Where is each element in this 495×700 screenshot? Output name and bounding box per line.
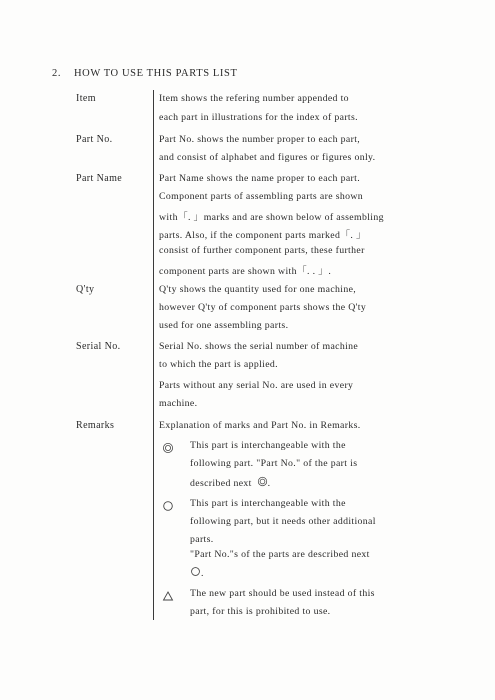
label-part-no: Part No.	[76, 134, 113, 145]
double-circle-icon	[257, 476, 268, 490]
part-name-desc-line: consist of further component parts, these further	[159, 245, 365, 256]
item-desc-line: each part in illustrations for the index of parts.	[159, 112, 358, 123]
circle-icon	[190, 566, 201, 580]
label-part-name: Part Name	[76, 173, 123, 184]
part-name-desc-line: parts. Also, if the component parts marked「. 」	[159, 230, 367, 241]
part-no-desc-line: and consist of alphabet and figures or figures only.	[159, 152, 376, 163]
label-serial-no: Serial No.	[76, 341, 121, 352]
remarks-double-circle-line-last: described next .	[190, 478, 271, 489]
part-no-desc-line: Part No. shows the number proper to each part,	[159, 134, 361, 145]
remarks-triangle-line: The new part should be used instead of this	[190, 588, 375, 599]
double-circle-icon	[162, 442, 174, 454]
remarks-circle-line-last: .	[190, 566, 204, 580]
remarks-triangle-line: part, for this is prohibited to use.	[190, 606, 331, 617]
section-title: HOW TO USE THIS PARTS LIST	[74, 68, 238, 79]
triangle-icon	[162, 590, 174, 602]
part-name-desc-line: component parts are shown with「. . 」.	[159, 266, 332, 277]
serial-no-desc-line: machine.	[159, 398, 198, 409]
qty-desc-line: however Q'ty of component parts shows the Q'ty	[159, 302, 367, 313]
remarks-circle-line: "Part No."s of the parts are described next	[190, 549, 370, 560]
column-divider	[153, 90, 154, 620]
label-item: Item	[76, 93, 96, 104]
circle-icon	[162, 500, 174, 512]
part-name-desc-line: Part Name shows the name proper to each part.	[159, 173, 361, 184]
label-qty: Q'ty	[76, 284, 95, 295]
serial-no-desc-line: Parts without any serial No. are used in every	[159, 380, 354, 391]
remarks-circle-line: parts.	[190, 534, 214, 545]
section-number: 2.	[52, 68, 62, 79]
label-remarks: Remarks	[76, 420, 115, 431]
remarks-intro: Explanation of marks and Part No. in Remarks.	[159, 420, 361, 431]
item-desc-line: Item shows the refering number appended to	[159, 93, 349, 104]
qty-desc-line: used for one assembling parts.	[159, 320, 289, 331]
qty-desc-line: Q'ty shows the quantity used for one machine,	[159, 284, 357, 295]
part-name-desc-line: with「. 」marks and are shown below of assembling	[159, 212, 384, 223]
serial-no-desc-line: Serial No. shows the serial number of machine	[159, 341, 359, 352]
remarks-double-circle-line: following part. "Part No." of the part is	[190, 458, 358, 469]
part-name-desc-line: Component parts of assembling parts are shown	[159, 191, 364, 202]
remarks-circle-line: This part is interchangeable with the	[190, 498, 346, 509]
section-heading	[52, 68, 237, 79]
serial-no-desc-line: to which the part is applied.	[159, 359, 278, 370]
remarks-circle-line: following part, but it needs other additional	[190, 516, 376, 527]
remarks-double-circle-line: This part is interchangeable with the	[190, 440, 346, 451]
